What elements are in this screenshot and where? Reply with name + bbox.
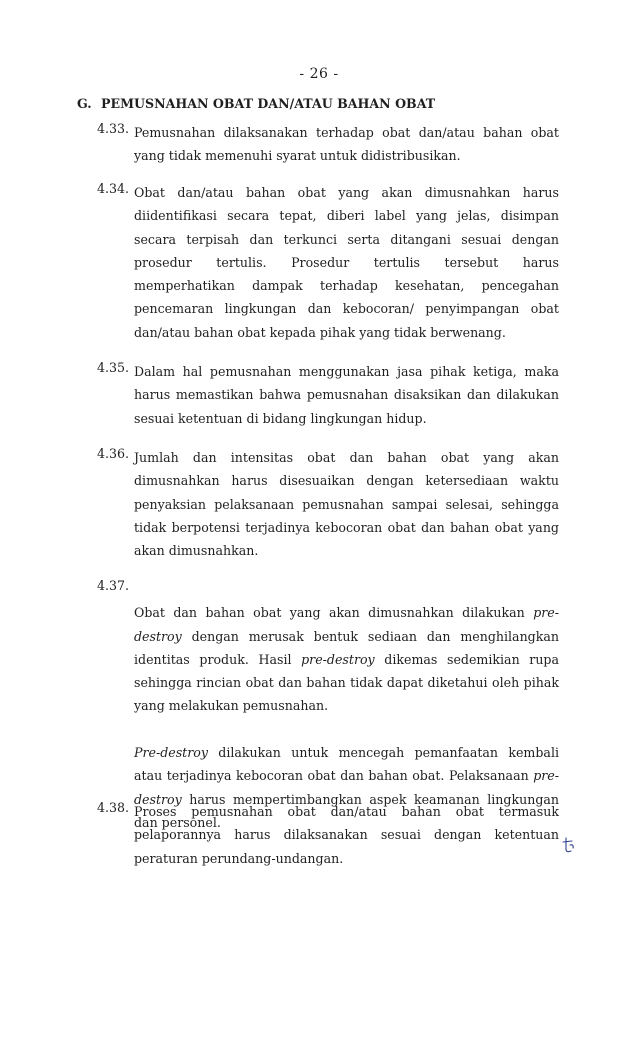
- section-letter: G.: [77, 96, 92, 111]
- clause-number: 4.38.: [97, 800, 130, 815]
- clause-text: Obat dan bahan obat yang akan dimusnahkan dilakukan pre-destroy dengan merusak bentuk sediaan dan menghilangkan identitas produk. Hasil pre-destroy dikemas sedemikian rupa sehingga rincian obat dan bahan tidak dapat diketahui oleh pihak yang melakukan pemusnahan.: [134, 605, 559, 714]
- clause-number: 4.37.: [97, 578, 130, 593]
- italic-term: pre-destroy: [134, 605, 559, 644]
- clause-4-36: [97, 446, 559, 562]
- clause-4-34: [97, 181, 559, 344]
- clause-4-33: [97, 121, 559, 168]
- clause-text: Pemusnahan dilaksanakan terhadap obat dan/atau bahan obat yang tidak memenuhi syarat untuk didistribusikan.: [134, 125, 559, 164]
- clause-text-continued: Pre-destroy dilakukan untuk mencegah pemanfaatan kembali atau terjadinya kebocoran obat dan bahan obat. Pelaksanaan pre-destroy harus mempertimbangkan aspek keamanan lingkungan dan personel.: [134, 745, 559, 830]
- clause-number: 4.34.: [97, 181, 130, 196]
- clause-number: 4.35.: [97, 360, 130, 375]
- clause-number: 4.36.: [97, 446, 130, 461]
- section-title: PEMUSNAHAN OBAT DAN/ATAU BAHAN OBAT: [101, 96, 436, 111]
- clause-4-35: [97, 360, 559, 430]
- section-heading: [77, 96, 435, 111]
- clause-text: Proses pemusnahan obat dan/atau bahan obat termasuk pelaporannya harus dilaksanakan sesuai dengan ketentuan peraturan perundang-undangan.: [134, 804, 559, 866]
- clause-number: 4.33.: [97, 121, 130, 136]
- page-number: - 26 -: [299, 66, 339, 82]
- italic-term: pre-destroy: [301, 651, 375, 667]
- clause-text: Jumlah dan intensitas obat dan bahan obat yang akan dimusnahkan harus disesuaikan dengan ketersediaan waktu penyaksian pelaksanaan pemusnahan sampai selesai, sehingga tidak berpotensi terjadinya kebocoran obat dan bahan obat yang akan dimusnahkan.: [134, 450, 559, 559]
- paraf-signature-icon: [562, 835, 576, 855]
- clause-text: Obat dan/atau bahan obat yang akan dimusnahkan harus diidentifikasi secara tepat, diberi label yang jelas, disimpan secara terpisah dan terkunci serta ditangani sesuai dengan prosedur tertulis. Prosedur tertulis tersebut harus memperhatikan dampak terhadap kesehatan, pencegahan pencemaran lingkungan dan kebocoran/ penyimpangan obat dan/atau bahan obat kepada pihak yang tidak berwenang.: [134, 185, 559, 340]
- italic-term: Pre-destroy: [134, 745, 208, 761]
- italic-term: pre-destroy: [134, 768, 559, 807]
- clause-text: Dalam hal pemusnahan menggunakan jasa pihak ketiga, maka harus memastikan bahwa pemusnahan disaksikan dan dilakukan sesuai ketentuan di bidang lingkungan hidup.: [134, 364, 559, 426]
- clause-4-38: [97, 800, 559, 870]
